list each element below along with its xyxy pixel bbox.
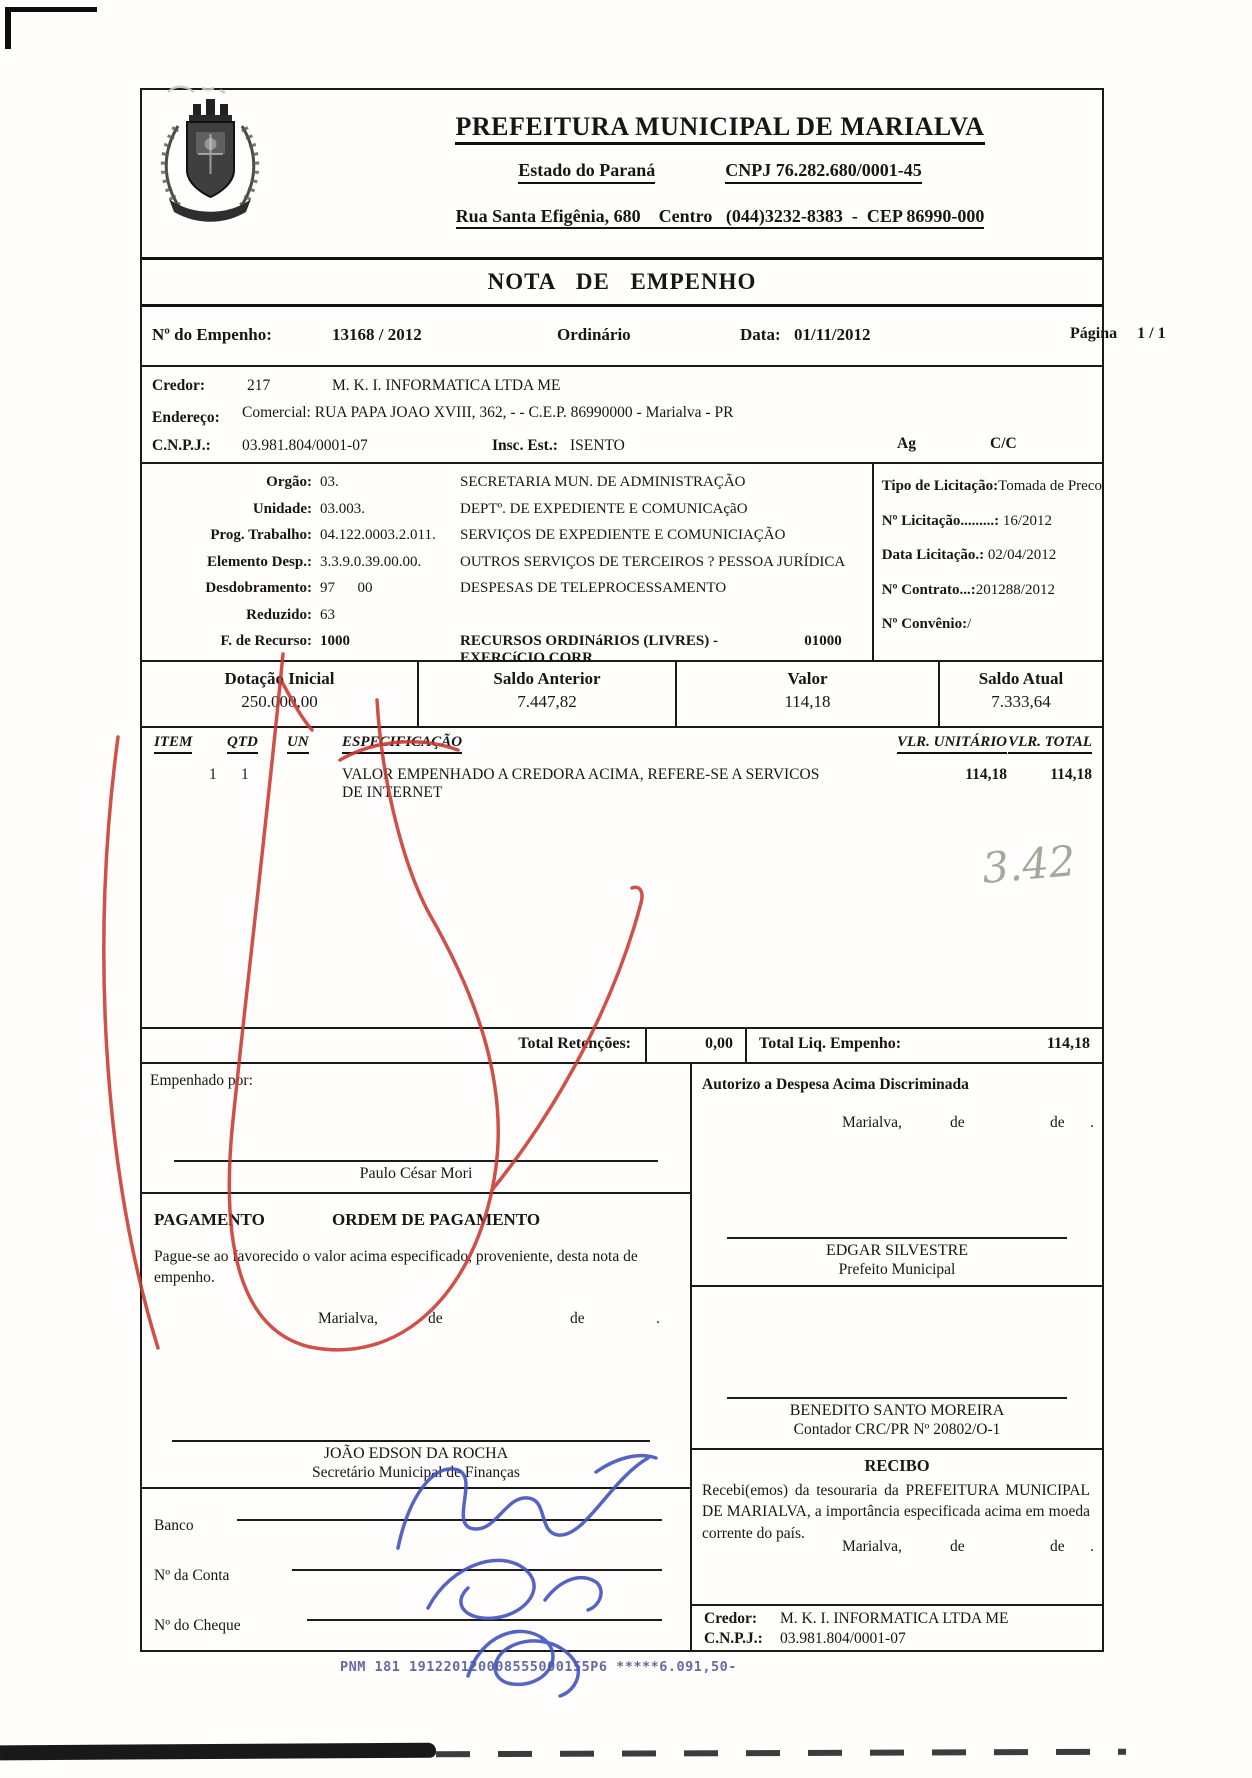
receipt-creditor-label: Credor: — [704, 1610, 758, 1627]
signature-line — [174, 1160, 658, 1162]
balances-table — [142, 662, 1102, 728]
total-price-col-header: VLR. TOTAL — [1008, 734, 1092, 754]
item-qty: 1 — [241, 766, 249, 783]
dot-matrix-footer-line: PNM 181 191220120008555000155P6 *****6.091,50- — [340, 1659, 737, 1675]
item-description — [342, 766, 822, 802]
address-text: Rua Santa Efigênia, 680 Centro (044)3232-8383 - CEP 86990-000 — [456, 206, 985, 229]
contract-number-row — [882, 582, 1102, 599]
budget-row-fonte-recurso — [142, 633, 872, 666]
creditor-code: 217 — [247, 377, 271, 394]
balance-value: 250.000,00 — [241, 692, 318, 711]
municipality-title — [342, 112, 1098, 142]
cheque-field-line — [307, 1619, 662, 1621]
creditor-address-value: Comercial: RUA PAPA JOAO XVIII, 362, - - C.E.P. 86990000 - Marialva - PR — [242, 404, 734, 421]
signatures-section — [142, 1064, 1102, 1652]
finance-secretary-role: Secretário Municipal de Finanças — [312, 1464, 520, 1481]
scan-tear-strip — [0, 1743, 436, 1761]
receipt-creditor-value: M. K. I. INFORMATICA LTDA ME — [780, 1610, 1009, 1627]
city-name: Marialva, — [842, 1538, 902, 1555]
budget-desc: SECRETARIA MUN. DE ADMINISTRAÇÃO — [460, 474, 746, 490]
bidding-date-label: Data Licitação.: — [881, 547, 985, 563]
budget-code: 04.122.0003.2.011. — [320, 527, 436, 543]
bidding-date-value: 02/04/2012 — [987, 547, 1057, 563]
page-label: Página — [1070, 325, 1118, 342]
payment-title: PAGAMENTO — [154, 1210, 265, 1229]
receipt-cnpj-value: 03.981.804/0001-07 — [780, 1630, 906, 1647]
unit-col-header: UN — [287, 734, 309, 754]
budget-label: Reduzido: — [246, 606, 312, 623]
state-label: Estado do Paraná — [518, 160, 655, 184]
date-period: . — [656, 1310, 660, 1327]
creditor-label: Credor: — [152, 377, 206, 394]
balance-value: 114,18 — [784, 692, 831, 711]
budget-desc: SERVIÇOS DE EXPEDIENTE E COMUNICIAÇÃO — [460, 527, 786, 543]
scan-tear-dashes — [436, 1749, 1126, 1757]
balance-value: 7.447,82 — [517, 692, 577, 711]
bidding-number-label: Nº Licitação.........: — [881, 512, 1000, 529]
budget-code: 03.003. — [320, 500, 365, 517]
bank-field-line — [237, 1519, 662, 1521]
state-registration-value: ISENTO — [570, 437, 625, 454]
bidding-date-row — [882, 547, 1102, 564]
state-registration-label: Insc. Est.: — [492, 437, 558, 454]
nota-de-empenho-form — [140, 88, 1166, 1652]
qty-col-header: QTD — [227, 734, 258, 754]
date-particle: de — [1050, 1538, 1065, 1555]
receipt-cnpj-label: C.N.P.J.: — [704, 1630, 763, 1647]
previous-balance-cell — [419, 662, 677, 726]
item-description-line1: VALOR EMPENHADO A CREDORA ACIMA, REFERE-SE A SERVICOS — [342, 766, 820, 783]
budget-label: F. de Recurso: — [220, 633, 312, 649]
authorization-box — [692, 1064, 1102, 1287]
date-particle: de — [950, 1538, 965, 1555]
date-period: . — [1090, 1114, 1094, 1131]
city-name: Marialva, — [318, 1310, 378, 1327]
creditor-cnpj-label: C.N.P.J.: — [152, 437, 211, 454]
state-cnpj-row — [342, 160, 1098, 184]
address-row — [342, 206, 1098, 227]
date-particle: de — [1050, 1114, 1065, 1131]
page-indicator — [1070, 325, 1166, 343]
city-name: Marialva, — [842, 1114, 902, 1131]
payment-order-box — [142, 1194, 690, 1489]
empenho-date-label: Data: — [740, 325, 781, 344]
budget-desc: RECURSOS ORDINáRIOS (LIVRES) - EXERCíCIO CORR — [460, 633, 718, 666]
date-particle: de — [950, 1114, 965, 1131]
budget-label: Unidade: — [252, 500, 312, 517]
item-description-line2: DE INTERNET — [342, 784, 443, 801]
accountant-name: BENEDITO SANTO MOREIRA — [789, 1402, 1005, 1419]
contract-number-value: 201288/2012 — [975, 581, 1055, 598]
spec-col-header: ESPECIFICAÇÃO — [342, 734, 462, 754]
balance-header: Saldo Anterior — [493, 669, 601, 688]
document-title-band — [142, 257, 1102, 307]
mayor-role: Prefeito Municipal — [838, 1261, 956, 1278]
balance-value: 7.333,64 — [991, 692, 1051, 711]
budget-source-code: 01000 — [804, 633, 842, 649]
empenho-number-value: 13168 / 2012 — [332, 325, 422, 344]
bank-fields-box — [142, 1489, 690, 1650]
pencil-note: 3.42 — [980, 836, 1078, 893]
agreement-number-value: / — [967, 616, 972, 632]
budget-row-desdobramento — [142, 580, 872, 607]
item-unit-price: 114,18 — [965, 766, 1007, 783]
committed-by-box — [142, 1064, 690, 1194]
committed-by-name: Paulo César Mori — [359, 1165, 473, 1182]
budget-row-unidade — [142, 501, 872, 528]
signature-line — [727, 1237, 1067, 1239]
account-number-label: Nº da Conta — [154, 1567, 230, 1584]
budget-row-prog-trabalho — [142, 527, 872, 554]
agency-label: Ag — [897, 435, 916, 452]
budget-classification-block — [142, 464, 1102, 666]
budget-code: 03. — [320, 474, 339, 490]
cheque-number-label: Nº do Cheque — [154, 1617, 241, 1634]
empenho-number-row — [142, 307, 1166, 367]
totals-row — [142, 1027, 1102, 1064]
document-title: NOTA DE EMPENHO — [487, 269, 757, 294]
empenho-date-value: 01/11/2012 — [794, 325, 871, 344]
net-total-cell — [747, 1029, 1102, 1062]
marialva-coat-of-arms-logo — [154, 96, 266, 233]
balance-header: Valor — [787, 669, 828, 688]
empenho-number-label: Nº do Empenho: — [152, 325, 272, 344]
agreement-number-label: Nº Convênio: — [881, 616, 968, 632]
initial-allocation-cell — [142, 662, 419, 726]
budget-row-orgao — [142, 474, 872, 501]
balance-header: Dotação Inicial — [224, 669, 335, 688]
receipt-creditor-box — [692, 1606, 1102, 1650]
creditor-block — [142, 367, 1102, 464]
net-total-label: Total Liq. Empenho: — [759, 1035, 902, 1052]
current-balance-cell — [940, 662, 1102, 726]
budget-label: Desdobramento: — [205, 580, 312, 596]
bidding-type-label: Tipo de Licitação: — [881, 478, 999, 494]
creditor-name: M. K. I. INFORMATICA LTDA ME — [332, 377, 561, 394]
budget-code: 3.3.9.0.39.00.00. — [320, 553, 422, 570]
form-header — [142, 90, 1102, 257]
right-signature-column — [692, 1064, 1102, 1650]
empenho-type: Ordinário — [557, 325, 631, 344]
budget-desc: OUTROS SERVIÇOS DE TERCEIROS ? PESSOA JURÍDICA — [460, 553, 846, 570]
balance-header: Saldo Atual — [978, 669, 1064, 688]
accountant-role: Contador CRC/PR Nº 20802/O-1 — [793, 1421, 1001, 1438]
unit-price-col-header: VLR. UNITÁRIO — [897, 734, 1007, 754]
budget-rows — [142, 464, 872, 666]
payment-order-text: Pague-se ao favorecido o valor acima especificado, proveniente, desta nota de empenho. — [154, 1248, 638, 1287]
contract-number-label: Nº Contrato...: — [881, 581, 976, 598]
budget-row-elemento — [142, 554, 872, 581]
page-value: 1 / 1 — [1137, 325, 1166, 342]
retentions-value: 0,00 — [647, 1029, 747, 1062]
budget-label: Elemento Desp.: — [207, 553, 312, 570]
signature-line — [727, 1397, 1067, 1399]
scan-edge-mark — [5, 7, 97, 12]
creditor-cnpj-value: 03.981.804/0001-07 — [242, 437, 368, 454]
item-total-price: 114,18 — [1050, 766, 1092, 783]
date-period: . — [1090, 1538, 1094, 1555]
bidding-type-row — [882, 478, 1102, 495]
creditor-address-label: Endereço: — [152, 409, 220, 426]
agreement-number-row — [882, 616, 1102, 633]
cnpj-label: CNPJ 76.282.680/0001-45 — [725, 160, 922, 184]
bidding-number-row — [882, 513, 1102, 530]
date-particle: de — [570, 1310, 585, 1327]
scan-edge-mark — [5, 7, 11, 49]
bidding-info-column — [872, 464, 1102, 660]
budget-label: Orgão: — [266, 474, 312, 490]
account-label: C/C — [990, 435, 1017, 452]
payment-order-title: ORDEM DE PAGAMENTO — [332, 1210, 541, 1229]
item-col-header: ITEM — [154, 734, 192, 754]
bidding-number-value: 16/2012 — [1002, 512, 1053, 529]
retentions-label: Total Retenções: — [142, 1029, 647, 1062]
budget-code: 1000 — [320, 633, 350, 649]
budget-label: Prog. Trabalho: — [210, 527, 312, 543]
budget-code: 97 00 — [320, 580, 373, 596]
budget-row-reduzido — [142, 607, 872, 634]
budget-desc: DESPESAS DE TELEPROCESSAMENTO — [460, 580, 727, 596]
budget-desc: DEPTº. DE EXPEDIENTE E COMUNICAçãO — [460, 500, 748, 517]
items-table — [142, 728, 1102, 1027]
net-total-value: 114,18 — [1046, 1035, 1090, 1052]
committed-by-label: Empenhado por: — [150, 1072, 253, 1089]
authorization-statement: Autorizo a Despesa Acima Discriminada — [702, 1076, 969, 1093]
left-signature-column — [142, 1064, 692, 1650]
receipt-box — [692, 1450, 1102, 1606]
budget-code: 63 — [320, 606, 335, 623]
bidding-type-value: Tomada de Preco — [998, 478, 1102, 494]
accountant-box — [692, 1287, 1102, 1450]
value-cell — [677, 662, 940, 726]
mayor-name: EDGAR SILVESTRE — [825, 1242, 969, 1259]
receipt-title: RECIBO — [864, 1456, 930, 1475]
item-number: 1 — [209, 766, 217, 783]
receipt-text: Recebi(emos) da tesouraria da PREFEITURA MUNICIPAL DE MARIALVA, a importância especificada acima em moeda corrente do país. — [702, 1482, 1090, 1542]
date-particle: de — [428, 1310, 443, 1327]
bank-label: Banco — [154, 1517, 194, 1534]
signature-line — [172, 1440, 650, 1442]
finance-secretary-name: JOÃO EDSON DA ROCHA — [323, 1445, 509, 1462]
account-field-line — [292, 1569, 662, 1571]
municipality-title-text: PREFEITURA MUNICIPAL DE MARIALVA — [455, 112, 984, 145]
